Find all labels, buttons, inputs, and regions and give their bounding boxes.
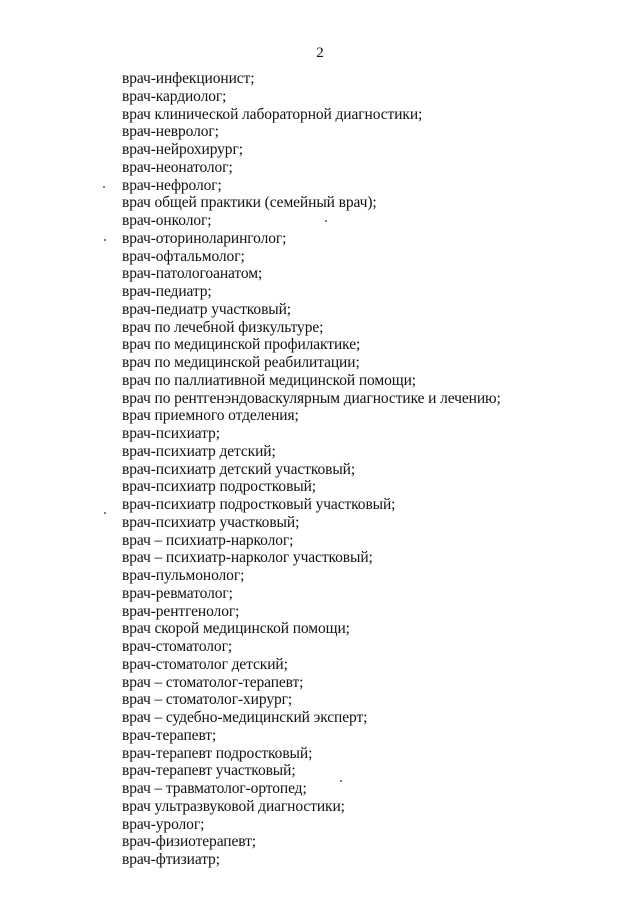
list-item: врач-психиатр подростковый;	[122, 478, 317, 496]
list-item: врач – травматолог-ортопед;	[122, 780, 307, 797]
scan-speck	[104, 239, 106, 241]
list-item: врач-неонатолог;	[122, 158, 233, 176]
list-item: врач – психиатр-нарколог участковый;	[122, 549, 373, 567]
list-item: врач-психиатр детский участковый;	[122, 460, 356, 478]
list-item: врач-уролог;	[122, 815, 205, 833]
list-item: врач-педиатр;	[122, 283, 212, 300]
list-item: врач-онколог;	[122, 212, 212, 229]
list-item: врач-невролог;	[122, 123, 219, 141]
list-item: врач-педиатр участковый;	[122, 300, 292, 318]
scan-speck	[325, 220, 327, 222]
list-item: врач по медицинской реабилитации;	[122, 354, 360, 371]
list-item: врач-физиотерапевт;	[122, 833, 256, 851]
list-item: врач-стоматолог детский;	[122, 655, 288, 673]
list-item: врач-инфекционист;	[122, 70, 255, 87]
list-item: врач клинической лабораторной диагностики;	[122, 105, 423, 123]
list-item: врач-психиатр детский;	[122, 442, 276, 460]
list-item: врач-психиатр участковый;	[122, 513, 300, 531]
page-number: 2	[316, 45, 324, 61]
list-item: врач по лечебной физкультуре;	[122, 318, 324, 336]
list-item: врач-офтальмолог;	[122, 247, 245, 265]
list-item: врач-рентгенолог;	[122, 602, 240, 620]
list-item: врач-терапевт подростковый;	[122, 744, 313, 762]
list-item: врач общей практики (семейный врач);	[122, 194, 377, 212]
list-item: врач-патологоанатом;	[122, 265, 263, 283]
list-item: врач-нефролог;	[122, 176, 222, 194]
list-item: врач-терапевт;	[122, 726, 217, 744]
list-item: врач приемного отделения;	[122, 407, 299, 425]
list-item: врач-психиатр;	[122, 425, 220, 442]
list-item: врач-фтизиатр;	[122, 851, 220, 868]
list-item: врач-психиатр подростковый участковый;	[122, 496, 396, 513]
list-item: врач – психиатр-нарколог;	[122, 531, 294, 549]
scan-speck	[104, 512, 106, 514]
list-item: врач ультразвуковой диагностики;	[122, 797, 345, 815]
specialty-list	[122, 70, 501, 869]
list-item: врач – стоматолог-терапевт;	[122, 673, 304, 691]
list-item: врач – судебно-медицинский эксперт;	[122, 709, 368, 726]
list-item: врач-терапевт участковый;	[122, 762, 296, 780]
scan-speck	[340, 780, 342, 782]
list-item: врач-пульмонолог;	[122, 567, 245, 584]
list-item: врач по рентгенэндоваскулярным диагностике и лечению;	[122, 389, 501, 407]
list-item: врач – стоматолог-хирург;	[122, 691, 293, 709]
list-item: врач-нейрохирург;	[122, 141, 243, 158]
list-item: врач по паллиативной медицинской помощи;	[122, 371, 417, 389]
list-item: врач-ревматолог;	[122, 584, 233, 602]
list-item: врач-стоматолог;	[122, 638, 233, 655]
list-item: врач-кардиолог;	[122, 87, 227, 105]
scan-speck	[103, 186, 105, 188]
list-item: врач по медицинской профилактике;	[122, 336, 361, 354]
list-item: врач-оториноларинголог;	[122, 229, 287, 247]
list-item: врач скорой медицинской помощи;	[122, 620, 350, 638]
